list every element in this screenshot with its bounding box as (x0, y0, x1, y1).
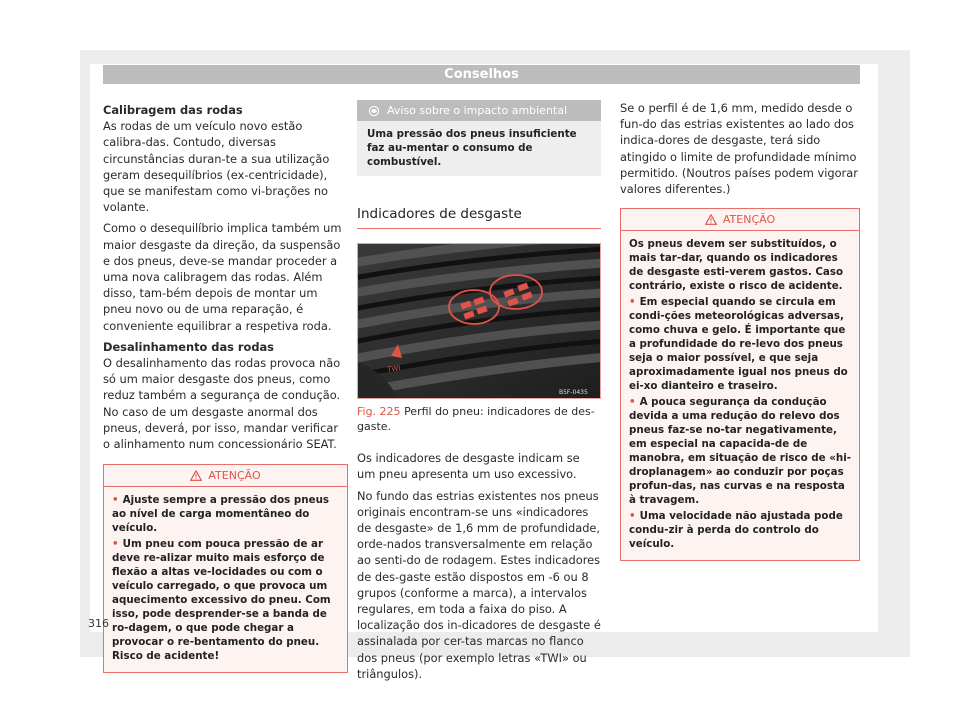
paragraph: Se o perfil é de 1,6 mm, medido desde o fun-do das estrias existentes ao lado dos indica-dores de desgaste, terá sido atingido o limite de profundidade mínimo permitido. (Noutros países podem vigorar valores diferentes.) (620, 101, 858, 197)
environment-notice-title: Aviso sobre o impacto ambiental (387, 103, 568, 117)
warning-item (629, 295, 852, 393)
figure-code: B5F-0435 (559, 389, 588, 397)
figure-caption (357, 404, 601, 434)
heading-wheel-balancing: Calibragem das rodas (103, 103, 243, 117)
environment-notice (357, 100, 601, 176)
warning-triangle-icon (190, 470, 202, 481)
environment-notice-text: Uma pressão dos pneus insuficiente faz au-mentar o consumo de combustível. (367, 128, 577, 168)
heading-wheel-misalignment: Desalinhamento das rodas (103, 339, 274, 354)
section-title-wear-indicators: Indicadores de desgaste (357, 206, 601, 229)
warning-body (621, 231, 859, 560)
warning-item-text: Em especial quando se circula em condi-ções meteorológicas adversas, como chuva e gelo. É importante que a profundidade do re-levo dos pneus seja o maior possível, e que seja aproximadamente igual nos pneus do ei-xo dianteiro e traseiro. (629, 296, 848, 393)
bullet-icon: • (629, 396, 636, 409)
warning-item (112, 493, 340, 535)
environment-notice-header (357, 100, 601, 121)
figure-caption-text: Perfil do pneu: indicadores de des-gaste. (357, 405, 595, 434)
warning-item (112, 537, 340, 663)
warning-box (620, 208, 860, 561)
warning-item-text: Uma velocidade não ajustada pode condu-zir à perda do controlo do veículo. (629, 510, 843, 551)
paragraph: O desalinhamento das rodas provoca não só um maior desgaste dos pneus, como reduz também a segurança de condução. No caso de um desgaste anormal dos pneus, deverá, por isso, mandar verificar o alinhamento num concessionário SEAT. (103, 356, 341, 452)
warning-item (629, 395, 852, 507)
warning-item-text: Um pneu com pouca pressão de ar deve re-alizar muito mais esforço de flexão a altas ve-locidades ou com o veículo carregado, o que provoca um aquecimento excessivo do pneu. Com isso, pode desprender-se a banda de ro-dagem, o que pode chegar a provocar o re-bentamento do pneu. Risco de acidente! (112, 538, 331, 663)
warning-body (104, 487, 347, 672)
column-middle (357, 100, 601, 687)
column-right (620, 100, 860, 561)
paragraph: No fundo das estrias existentes nos pneus originais encontram-se uns «indicadores de desgaste» de 1,6 mm de profundidade, orde-nados transversalmente em relação ao senti-do de rodagem. Estes indicadores de des-gaste estão dispostos em -6 ou 8 grupos (conforme a marca), a intervalos regulares, em toda a faixa do piso. A localização dos in-dicadores de desgaste é assinalada por cer-tas marcas no flanco dos pneus (por exemplo letras «TWI» ou triângulos). (357, 488, 601, 681)
tire-tread-figure (357, 243, 601, 399)
bullet-icon: • (629, 510, 636, 523)
section-header-title: Conselhos (444, 67, 519, 82)
twi-label: TWI (386, 364, 401, 374)
section-header (103, 65, 860, 84)
warning-item-text: A pouca segurança da condução devida a uma redução do relevo dos pneus faz-se no-tar negativamente, em especial na capacida-de de manobra, em situação de risco de «hi-droplanagem» ao conduzir por poças profun-das, nas curvas e na resposta à travagem. (629, 396, 852, 507)
figure-number: Fig. 225 (357, 405, 401, 419)
paragraph: Como o desequilíbrio implica também um maior desgaste da direção, da suspensão e dos pneus, deve-se mandar proceder a uma nova calibragem das rodas. Além disso, tam-bém depois de montar um pneu novo ou de uma reparação, é conveniente equilibrar a respetiva roda. (103, 221, 342, 333)
warning-item (629, 509, 852, 551)
warning-intro: Os pneus devem ser substituídos, o mais tar-dar, quando os indicadores de desgaste esti-verem gastos. Caso contrário, existe o risco de acidente. (629, 238, 844, 293)
warning-title: ATENÇÃO (722, 212, 776, 226)
paragraph: As rodas de um veículo novo estão calibra-das. Contudo, diversas circunstâncias duran-te a sua utilização geram desequilíbrios (ex-centricidade), que se manifestam como vi-brações no volante. (103, 119, 330, 215)
warning-item-text: Ajuste sempre a pressão dos pneus ao nível de carga momentâneo do veículo. (112, 494, 330, 535)
bullet-icon: • (629, 296, 636, 309)
warning-triangle-icon (705, 214, 717, 225)
column-left (103, 100, 348, 673)
warning-header (104, 465, 347, 487)
warning-header (621, 209, 859, 231)
bullet-icon: • (112, 538, 119, 551)
warning-title: ATENÇÃO (208, 468, 261, 482)
page-number: 316 (88, 617, 109, 630)
warning-box (103, 464, 348, 673)
paragraph: Os indicadores de desgaste indicam se um pneu apresenta um uso excessivo. (357, 451, 580, 482)
bullet-icon: • (112, 494, 119, 507)
leaf-icon (367, 105, 381, 117)
tire-tread-illustration (358, 244, 601, 399)
